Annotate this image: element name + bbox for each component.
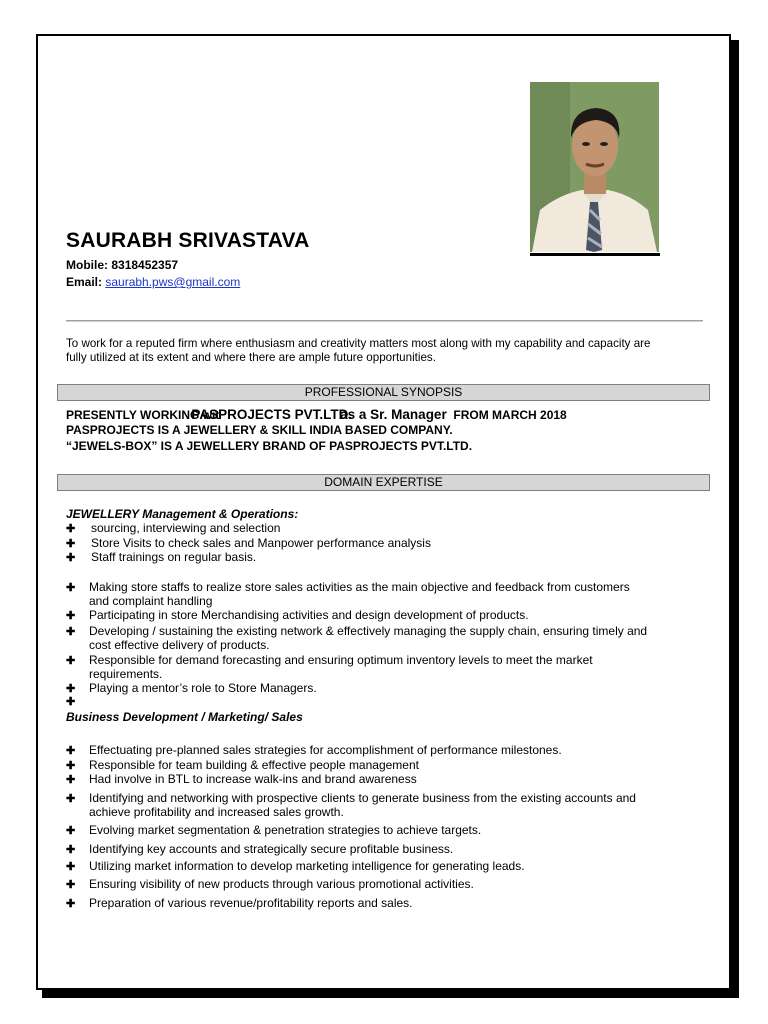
email-label: Email: bbox=[66, 275, 103, 289]
synopsis-company: PASPROJECTS PVT.LTD. bbox=[191, 407, 353, 422]
bullet-plus-icon: ✚ bbox=[66, 610, 76, 622]
bullet-plus-icon: ✚ bbox=[66, 861, 76, 873]
synopsis-line-1 bbox=[66, 407, 567, 422]
bullet-plus-icon: ✚ bbox=[66, 844, 76, 856]
photo-underline bbox=[530, 253, 660, 256]
list-item-text: Preparation of various revenue/profitability reports and sales. bbox=[89, 896, 413, 910]
list-item-text: Responsible for team building & effective people management bbox=[89, 758, 419, 772]
list-item-text: sourcing, interviewing and selection bbox=[91, 521, 281, 535]
bullet-plus-icon: ✚ bbox=[66, 825, 76, 837]
bullet-plus-icon: ✚ bbox=[66, 774, 76, 786]
mobile-number: 8318452357 bbox=[111, 258, 179, 272]
list-item-text: Store Visits to check sales and Manpower performance analysis bbox=[91, 536, 431, 550]
bullet-plus-icon: ✚ bbox=[66, 898, 76, 910]
divider bbox=[66, 320, 703, 322]
email-line bbox=[66, 275, 240, 289]
bullet-plus-icon: ✚ bbox=[66, 655, 76, 667]
bullet-plus-icon: ✚ bbox=[66, 793, 76, 805]
list-item-text: Developing / sustaining the existing network & effectively managing the supply chain, ensuring timely and cost effective delivery of products. bbox=[89, 624, 648, 652]
list-item-text: Identifying key accounts and strategically secure profitable business. bbox=[89, 842, 454, 856]
synopsis-lead: PRESENTLY WORKING wit bbox=[66, 408, 220, 422]
synopsis-line-3: “JEWELS-BOX” IS A JEWELLERY BRAND OF PASPROJECTS PVT.LTD. bbox=[66, 439, 473, 453]
bullet-plus-icon: ✚ bbox=[66, 745, 76, 757]
mobile-line bbox=[66, 258, 178, 272]
section-header-domain: DOMAIN EXPERTISE bbox=[57, 474, 710, 491]
bullet-plus-icon: ✚ bbox=[66, 683, 76, 695]
bullet-plus-icon: ✚ bbox=[66, 538, 76, 550]
profile-photo-illustration bbox=[530, 82, 659, 252]
synopsis-role: as a Sr. Manager bbox=[340, 407, 447, 422]
email-link[interactable]: saurabh.pws@gmail.com bbox=[105, 275, 241, 289]
bullet-plus-icon: ✚ bbox=[66, 760, 76, 772]
synopsis-date: FROM MARCH 2018 bbox=[453, 408, 567, 422]
bullet-plus-icon: ✚ bbox=[66, 696, 76, 708]
profile-photo bbox=[530, 82, 659, 252]
bullet-plus-icon: ✚ bbox=[66, 879, 76, 891]
bullet-plus-icon: ✚ bbox=[66, 582, 76, 594]
section-header-synopsis: PROFESSIONAL SYNOPSIS bbox=[57, 384, 710, 401]
list-item-text: Responsible for demand forecasting and ensuring optimum inventory levels to meet the market requirements. bbox=[89, 653, 593, 681]
bullet-plus-icon: ✚ bbox=[66, 626, 76, 638]
bd-heading: Business Development / Marketing/ Sales bbox=[66, 710, 303, 724]
career-objective: To work for a reputed firm where enthusiasm and creativity matters most along with my capability and capacity are fully utilized at its extent and where there are ample future opportunities. bbox=[66, 337, 651, 364]
list-item-text: Effectuating pre-planned sales strategies for accomplishment of performance milestones. bbox=[89, 743, 562, 757]
list-item-text: Making store staffs to realize store sales activities as the main objective and feedback from customers and complaint handling bbox=[89, 580, 630, 608]
list-item-text: Staff trainings on regular basis. bbox=[91, 550, 257, 564]
list-item-text: Had involve in BTL to increase walk-ins and brand awareness bbox=[89, 772, 417, 786]
jewellery-heading: JEWELLERY Management & Operations: bbox=[66, 507, 299, 521]
list-item-text: Utilizing market information to develop marketing intelligence for generating leads. bbox=[89, 859, 525, 873]
bullet-plus-icon: ✚ bbox=[66, 523, 76, 535]
list-item-text: Ensuring visibility of new products through various promotional activities. bbox=[89, 877, 474, 891]
list-item-text: Identifying and networking with prospective clients to generate business from the existing accounts and achieve profitability and increased sales growth. bbox=[89, 791, 636, 819]
candidate-name: SAURABH SRIVASTAVA bbox=[66, 229, 310, 252]
list-item-text: Playing a mentor’s role to Store Managers. bbox=[89, 681, 317, 695]
list-item-text: Evolving market segmentation & penetration strategies to achieve targets. bbox=[89, 823, 482, 837]
list-item-text: Participating in store Merchandising activities and design development of products. bbox=[89, 608, 529, 622]
mobile-label: Mobile: bbox=[66, 258, 108, 272]
bullet-plus-icon: ✚ bbox=[66, 552, 76, 564]
synopsis-line-2: PASPROJECTS IS A JEWELLERY & SKILL INDIA BASED COMPANY. bbox=[66, 423, 453, 437]
